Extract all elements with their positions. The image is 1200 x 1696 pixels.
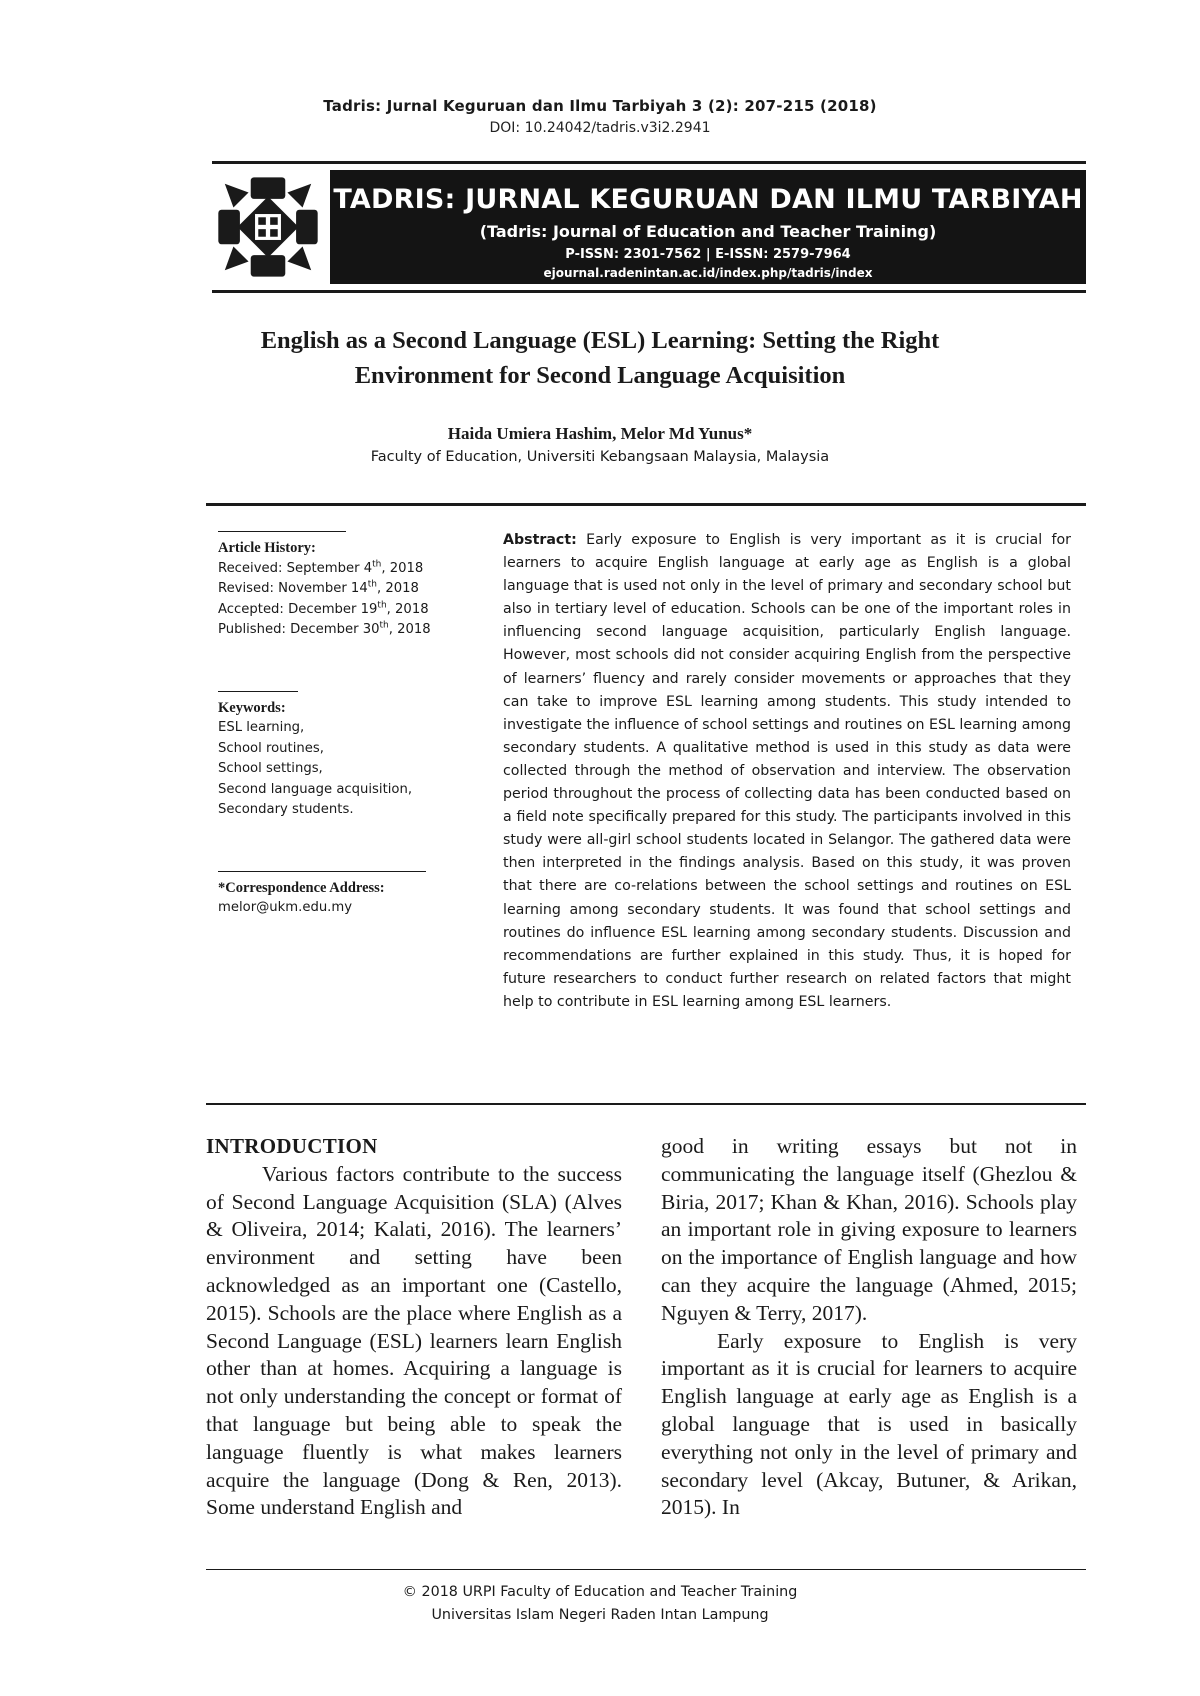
keyword-item: School routines, xyxy=(218,740,324,756)
page-footer xyxy=(0,1581,1200,1627)
banner-top-rule xyxy=(212,161,1086,164)
banner-url: ejournal.radenintan.ac.id/index.php/tadris/index xyxy=(543,266,873,280)
article-title-line-1: English as a Second Language (ESL) Learning: Setting the Right xyxy=(260,327,940,354)
introduction-heading: INTRODUCTION xyxy=(206,1134,378,1158)
keywords-heading: Keywords: xyxy=(218,699,286,716)
keyword-item: School settings, xyxy=(218,761,323,776)
banner-subtitle: (Tadris: Journal of Education and Teacher Training) xyxy=(479,222,937,241)
footer-university: Universitas Islam Negeri Raden Intan Lampung xyxy=(431,1607,769,1623)
banner-title: TADRIS: JURNAL KEGURUAN DAN ILMU TARBIYAH xyxy=(333,184,1083,215)
header-rule xyxy=(206,503,1086,506)
article-title-line-2: Environment for Second Language Acquisition xyxy=(354,362,846,389)
received-date: Received: September 4th, 2018 xyxy=(218,559,424,576)
divider xyxy=(218,871,426,872)
published-date: Published: December 30th, 2018 xyxy=(218,620,431,637)
body-paragraph: good in writing essays but not in communicating the language itself (Ghezlou & Biria, 2017; Khan & Khan, 2016). Schools play an important role in giving exposure to learners on the importance of English language and how can they acquire the language (Ahmed, 2015; Nguyen & Terry, 2017). xyxy=(661,1134,1077,1325)
divider xyxy=(218,531,346,532)
abstract-rule xyxy=(206,1103,1086,1105)
correspondence-email: melor@ukm.edu.my xyxy=(218,900,353,915)
history-heading: Article History: xyxy=(218,540,316,556)
banner-issn: P-ISSN: 2301-7562 | E-ISSN: 2579-7964 xyxy=(565,247,851,262)
authors: Haida Umiera Hashim, Melor Md Yunus* xyxy=(447,424,753,443)
keyword-item: Secondary students. xyxy=(218,802,354,817)
abstract xyxy=(503,529,1071,1014)
body-paragraph: Early exposure to English is very important as it is crucial for learners to acquire English language at early age as English is a global language that is used in basically everything not only in the level of primary and secondary level (Akcay, Butuner, & Arikan, 2015). In xyxy=(661,1328,1077,1520)
article-info-sidebar xyxy=(218,531,458,919)
journal-banner xyxy=(330,170,1086,284)
abstract-label: Abstract: xyxy=(503,532,577,548)
revised-date: Revised: November 14th, 2018 xyxy=(218,579,419,596)
footer-rule xyxy=(206,1569,1086,1570)
running-head: Tadris: Jurnal Keguruan dan Ilmu Tarbiyah 3 (2): 207-215 (2018) xyxy=(323,97,877,115)
body-paragraph: Various factors contribute to the success of Second Language Acquisition (SLA) (Alves & Oliveira, 2014; Kalati, 2016). The learners’ environment and setting have been acknowledged as an important one (Castello, 2015). Schools are the place where English as a Second Language (ESL) learners learn English other than at homes. Acquiring a language is not only understanding the concept or format of that language but being able to speak the language fluently is what makes learners acquire the language (Dong & Ren, 2013). Some understand English and xyxy=(206,1161,622,1520)
banner-bottom-rule xyxy=(212,290,1086,293)
affiliation: Faculty of Education, Universiti Kebangsaan Malaysia, Malaysia xyxy=(370,449,830,465)
journal-logo-icon xyxy=(214,172,322,282)
footer-copyright: © 2018 URPI Faculty of Education and Teacher Training xyxy=(402,1584,798,1600)
body-right-column xyxy=(661,1133,1077,1522)
correspondence-heading: *Correspondence Address: xyxy=(218,879,385,896)
doi-line: DOI: 10.24042/tadris.v3i2.2941 xyxy=(489,120,711,136)
body-left-column xyxy=(206,1133,622,1522)
article-title xyxy=(150,323,1050,393)
keyword-item: ESL learning, xyxy=(218,720,305,735)
accepted-date: Accepted: December 19th, 2018 xyxy=(218,600,429,617)
divider xyxy=(218,691,298,692)
keyword-item: Second language acquisition, xyxy=(218,781,413,797)
abstract-text: Early exposure to English is very important as it is crucial for learners to acquire English language at early age as English is a global language that is used not only in the level of primary and secondary school but also in tertiary level of education. Schools can be one of the important roles in influencing second language acquisition, particularly English language. However, most schools did not consider acquiring English from the perspective of learners’ fluency and rarely consider movements or approaches that they can take to improve ESL learning among students. This study intended to investigate the influence of school settings and routines on ESL learning among secondary students. A qualitative method is used in this study as data were collected through the method of observation and interview. The observation period throughout the process of collecting data has been conducted based on a field note specifically prepared for this study. The participants involved in this study were all-girl school students located in Selangor. The gathered data were then interpreted in the findings analysis. Based on this study, it was proven that there are co-relations between the school settings and routines on ESL learning among secondary students. It was found that school settings and routines do influence ESL learning among secondary students. Discussion and recommendations are further explained in this study. Thus, it is hoped for future researchers to conduct further research on related factors that might help to contribute in ESL learning among ESL learners. xyxy=(503,532,1071,1010)
